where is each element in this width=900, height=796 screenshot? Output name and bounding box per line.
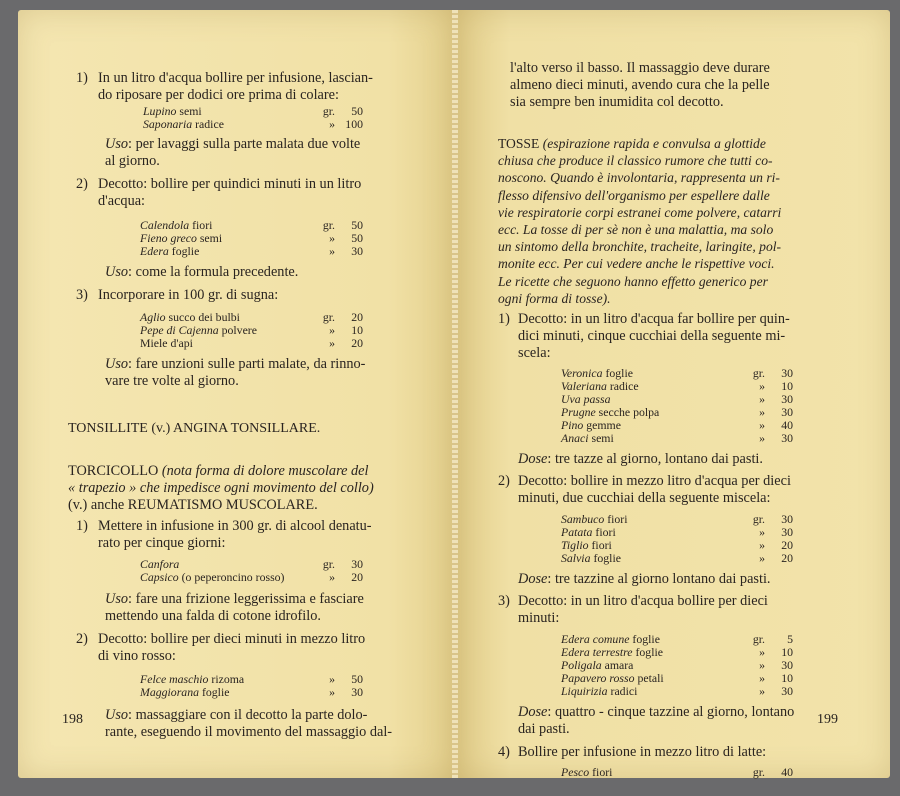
text-line: minuti:	[518, 610, 560, 627]
ingredient-list	[98, 311, 434, 350]
ingredient-quantity: 30	[781, 512, 793, 527]
text-line: Incorporare in 100 gr. di sugna:	[98, 287, 279, 303]
recipe-2	[76, 631, 434, 665]
usage-line: Uso: fare una frizione leggerissima e fasciare	[105, 591, 364, 607]
ingredient-list	[98, 673, 434, 699]
continuation-text	[498, 60, 858, 111]
recipe-number: 1)	[76, 70, 88, 86]
uso-label: Uso	[105, 136, 129, 152]
ingredient-quantity: 30	[351, 685, 363, 699]
text-line: Bollire per infusione in mezzo litro di latte:	[518, 744, 767, 761]
usage-line: Uso: come la formula precedente.	[105, 264, 299, 280]
text-line: scela:	[518, 345, 551, 362]
torcicollo-entry	[68, 463, 434, 514]
text-line: dai pasti.	[518, 721, 570, 738]
ingredient-name: Prugne secche polpa	[561, 405, 660, 420]
left-page	[18, 10, 454, 778]
ingredient-name: Liquirizia radici	[561, 684, 638, 699]
ingredient-quantity: 10	[351, 323, 363, 337]
ingredient-name: Salvia foglie	[561, 551, 621, 566]
text-line: monite ecc. Per cui vedere anche le rispettive voci.	[498, 256, 775, 272]
recipe-number: 3)	[76, 287, 88, 303]
uso-label: Uso	[105, 707, 129, 723]
ingredient-name: Aglio succo dei bulbi	[140, 310, 240, 324]
recipe-2	[498, 473, 858, 507]
ingredient-name: Calendola fiori	[140, 218, 213, 232]
ingredient-row	[561, 432, 793, 445]
usage-line: Uso: fare unzioni sulle parti malate, da rinno-	[105, 356, 366, 372]
text-span: massaggiare con il decotto la parte dolo-	[135, 707, 368, 723]
text-span: tre tazzine al giorno lontano dai pasti.	[554, 571, 771, 588]
recipe-1	[76, 518, 434, 552]
ingredient-name: Miele d'api	[140, 336, 193, 350]
ingredient-name: Uva passa	[561, 392, 611, 407]
ingredient-quantity: 10	[781, 645, 793, 660]
ingredient-name: Felce maschio rizoma	[140, 672, 245, 686]
page-number: 199	[817, 712, 838, 727]
ingredient-list	[498, 367, 858, 445]
text-line: ecc. La tosse di per sè non è una malattia, ma solo	[498, 222, 774, 238]
text-line: Mettere in infusione in 300 gr. di alcool denatu-	[98, 518, 372, 534]
ingredient-list	[98, 219, 434, 258]
ingredient-unit: gr.	[322, 310, 335, 324]
ingredient-unit: »	[759, 405, 765, 420]
dose-label: Dose	[518, 571, 548, 588]
ingredient-row	[561, 685, 793, 698]
ingredient-quantity: 30	[781, 366, 793, 381]
ingredient-unit: »	[759, 551, 765, 566]
ingredient-quantity: 10	[781, 671, 793, 686]
text-line: ogni forma di tosse).	[498, 290, 611, 306]
ingredient-unit: »	[759, 658, 765, 673]
text-span: fare unzioni sulle parti malate, da rinno-	[135, 356, 366, 372]
ingredient-list	[98, 558, 434, 584]
text-line: do riposare per dodici ore prima di colare:	[98, 87, 339, 103]
dose-line: Dose: quattro - cinque tazzine al giorno, lontano	[518, 704, 795, 721]
text-line: vare tre volte al giorno.	[105, 373, 239, 389]
ingredient-unit: »	[329, 244, 335, 258]
text-line: l'alto verso il basso. Il massaggio deve durare	[510, 60, 770, 76]
ingredient-quantity: 40	[781, 765, 793, 780]
ingredient-quantity: 30	[781, 525, 793, 540]
ingredient-row	[143, 118, 363, 131]
ingredient-quantity: 50	[351, 672, 363, 686]
ingredient-unit: »	[759, 418, 765, 433]
text-line: Decotto: bollire per quindici minuti in un litro	[98, 176, 362, 192]
ingredient-unit: »	[329, 117, 335, 131]
ingredient-quantity: 30	[781, 431, 793, 446]
ingredient-unit: gr.	[752, 765, 765, 780]
text-line: dici minuti, cinque cucchiai della seguente mi-	[518, 328, 786, 345]
tosse-entry	[498, 135, 858, 307]
text-line: Le ricette che seguono hanno effetto generico per	[498, 273, 768, 289]
text-line: In un litro d'acqua bollire per infusione, lascian-	[98, 70, 373, 86]
ingredient-unit: gr.	[322, 218, 335, 232]
ingredient-name: Papavero rosso petali	[561, 671, 664, 686]
ingredient-unit: »	[759, 671, 765, 686]
ingredient-quantity: 30	[781, 658, 793, 673]
recipe-number: 1)	[498, 311, 510, 328]
recipe-number: 2)	[76, 176, 88, 192]
text-line: flesso difensivo dell'organismo per espellere dalle	[498, 187, 770, 203]
ingredient-quantity: 40	[781, 418, 793, 433]
recipe-2	[76, 176, 434, 210]
text-line	[68, 463, 434, 480]
tonsillite-heading: TONSILLITE (v.) ANGINA TONSILLARE.	[68, 421, 321, 436]
text-line: sia sempre ben inumidita col decotto.	[510, 94, 724, 110]
ingredient-unit: »	[759, 525, 765, 540]
ingredient-quantity: 10	[781, 379, 793, 394]
ingredient-name: Veronica foglie	[561, 366, 633, 381]
recipe-number: 2)	[498, 473, 510, 490]
text-line	[498, 135, 858, 152]
ingredient-name: Anaci semi	[561, 431, 614, 446]
ingredient-list	[498, 513, 858, 565]
ingredient-unit: »	[329, 231, 335, 245]
text-line: almeno dieci minuti, avendo cura che la pelle	[510, 77, 770, 93]
ingredient-quantity: 20	[781, 551, 793, 566]
text-line: di vino rosso:	[98, 648, 176, 664]
ingredient-name: Pepe di Cajenna polvere	[140, 323, 257, 337]
ingredient-unit: gr.	[322, 104, 335, 118]
ingredient-name: Edera foglie	[140, 244, 200, 258]
text-span: quattro - cinque tazzine al giorno, lontano	[554, 704, 795, 721]
ingredient-quantity: 20	[351, 336, 363, 350]
ingredient-list	[98, 105, 434, 131]
ingredient-unit: »	[759, 431, 765, 446]
ingredient-unit: »	[759, 392, 765, 407]
ingredient-name: Fieno greco semi	[140, 231, 223, 245]
text-line: minuti, due cucchiai della seguente miscela:	[518, 490, 771, 507]
uso-label: Uso	[105, 356, 129, 372]
text-line: rante, eseguendo il movimento del massaggio dal-	[105, 724, 393, 740]
ingredient-unit: gr.	[752, 366, 765, 381]
ingredient-unit: »	[329, 672, 335, 686]
text-span: (espirazione rapida e convulsa a glottide	[542, 136, 766, 151]
ingredient-row	[140, 571, 363, 584]
ingredient-row	[561, 766, 793, 779]
torcicollo-heading: TORCICOLLO	[68, 463, 159, 479]
ingredient-unit: »	[329, 570, 335, 584]
ingredient-name: Patata fiori	[561, 525, 616, 540]
ingredient-unit: »	[759, 379, 765, 394]
ingredient-quantity: 30	[781, 405, 793, 420]
ingredient-name: Capsico (o peperoncino rosso)	[140, 570, 285, 584]
ingredient-row	[140, 245, 363, 258]
ingredient-name: Sambuco fiori	[561, 512, 628, 527]
uso-label: Uso	[105, 264, 129, 280]
ingredient-quantity: 30	[351, 244, 363, 258]
recipe-number: 4)	[498, 744, 510, 761]
ingredient-unit: »	[759, 538, 765, 553]
text-span: come la formula precedente.	[135, 264, 299, 280]
text-span: (nota forma di dolore muscolare del	[161, 463, 369, 479]
ingredient-unit: »	[329, 323, 335, 337]
text-line: « trapezio » che impedisce ogni movimento del collo)	[68, 480, 374, 496]
text-span: per lavaggi sulla parte malata due volte	[135, 136, 361, 152]
usage-line: Uso: massaggiare con il decotto la parte dolo-	[105, 707, 368, 723]
ingredient-name: Tiglio fiori	[561, 538, 612, 553]
ingredient-name: Canfora	[140, 557, 180, 571]
ingredient-name: Valeriana radice	[561, 379, 639, 394]
ingredient-row	[140, 686, 363, 699]
ingredient-name: Pino gemme	[561, 418, 621, 433]
text-line: chiusa che produce il classico rumore che tutti co-	[498, 153, 773, 169]
recipe-1	[498, 311, 858, 362]
ingredient-unit: gr.	[322, 557, 335, 571]
ingredient-unit: »	[329, 336, 335, 350]
dose-label: Dose	[518, 704, 548, 721]
text-line: noscono. Quando è involontaria, rappresenta un ri-	[498, 170, 780, 186]
text-line: un sintomo della bronchite, tracheite, laringite, pol-	[498, 239, 782, 255]
ingredient-name: Edera comune foglie	[561, 632, 660, 647]
tosse-heading: TOSSE	[498, 136, 540, 151]
recipe-4	[498, 744, 858, 761]
text-line: al giorno.	[105, 153, 160, 169]
ingredient-name: Pesco fiori	[561, 765, 613, 780]
dose-label: Dose	[518, 451, 548, 468]
recipe-number: 2)	[76, 631, 88, 647]
ingredient-quantity: 20	[351, 570, 363, 584]
right-page	[458, 10, 890, 778]
uso-label: Uso	[105, 591, 129, 607]
recipe-number: 1)	[76, 518, 88, 534]
ingredient-row	[561, 552, 793, 565]
ingredient-list	[498, 633, 858, 698]
ingredient-unit: gr.	[752, 632, 765, 647]
ingredient-quantity: 20	[781, 538, 793, 553]
text-line: rato per cinque giorni:	[98, 535, 226, 551]
text-line: vie respiratorie corpi estranei come polvere, catarri	[498, 204, 782, 220]
text-line: d'acqua:	[98, 193, 146, 209]
right-page-content	[498, 60, 858, 779]
ingredient-unit: »	[329, 685, 335, 699]
ingredient-name: Lupino semi	[143, 104, 202, 118]
dose-line: Dose: tre tazzine al giorno lontano dai pasti.	[518, 571, 771, 588]
ingredient-quantity: 50	[351, 231, 363, 245]
text-span: fare una frizione leggerissima e fasciare	[135, 591, 364, 607]
recipe-1	[76, 70, 434, 104]
ingredient-row	[140, 337, 363, 350]
ingredient-name: Maggiorana foglie	[140, 685, 230, 699]
text-line: Decotto: in un litro d'acqua far bollire per quin-	[518, 311, 790, 328]
ingredient-quantity: 30	[781, 392, 793, 407]
page-number: 198	[62, 712, 83, 727]
usage-line: Uso: per lavaggi sulla parte malata due volte	[105, 136, 361, 152]
ingredient-unit: gr.	[752, 512, 765, 527]
ingredient-quantity: 20	[351, 310, 363, 324]
ingredient-list	[498, 766, 858, 779]
ingredient-name: Saponaria radice	[143, 117, 224, 131]
ingredient-quantity: 50	[351, 104, 363, 118]
ingredient-unit: »	[759, 684, 765, 699]
ingredient-quantity: 5	[787, 632, 793, 647]
text-line: Decotto: bollire in mezzo litro d'acqua per dieci	[518, 473, 791, 490]
ingredient-quantity: 30	[351, 557, 363, 571]
dose-line: Dose: tre tazze al giorno, lontano dai pasti.	[518, 451, 763, 468]
ingredient-name: Poligala amara	[561, 658, 634, 673]
ingredient-quantity: 50	[351, 218, 363, 232]
recipe-number: 3)	[498, 593, 510, 610]
ingredient-quantity: 100	[345, 117, 363, 131]
text-line: mettendo una falda di cotone idrofilo.	[105, 608, 321, 624]
ingredient-name: Edera terrestre foglie	[561, 645, 663, 660]
ingredient-unit: »	[759, 645, 765, 660]
text-line: Decotto: in un litro d'acqua bollire per dieci	[518, 593, 768, 610]
text-line: (v.) anche REUMATISMO MUSCOLARE.	[68, 497, 318, 513]
recipe-3	[498, 593, 858, 627]
ingredient-quantity: 30	[781, 684, 793, 699]
recipe-3	[76, 287, 434, 304]
text-line: Decotto: bollire per dieci minuti in mezzo litro	[98, 631, 366, 647]
text-span: tre tazze al giorno, lontano dai pasti.	[554, 451, 763, 468]
